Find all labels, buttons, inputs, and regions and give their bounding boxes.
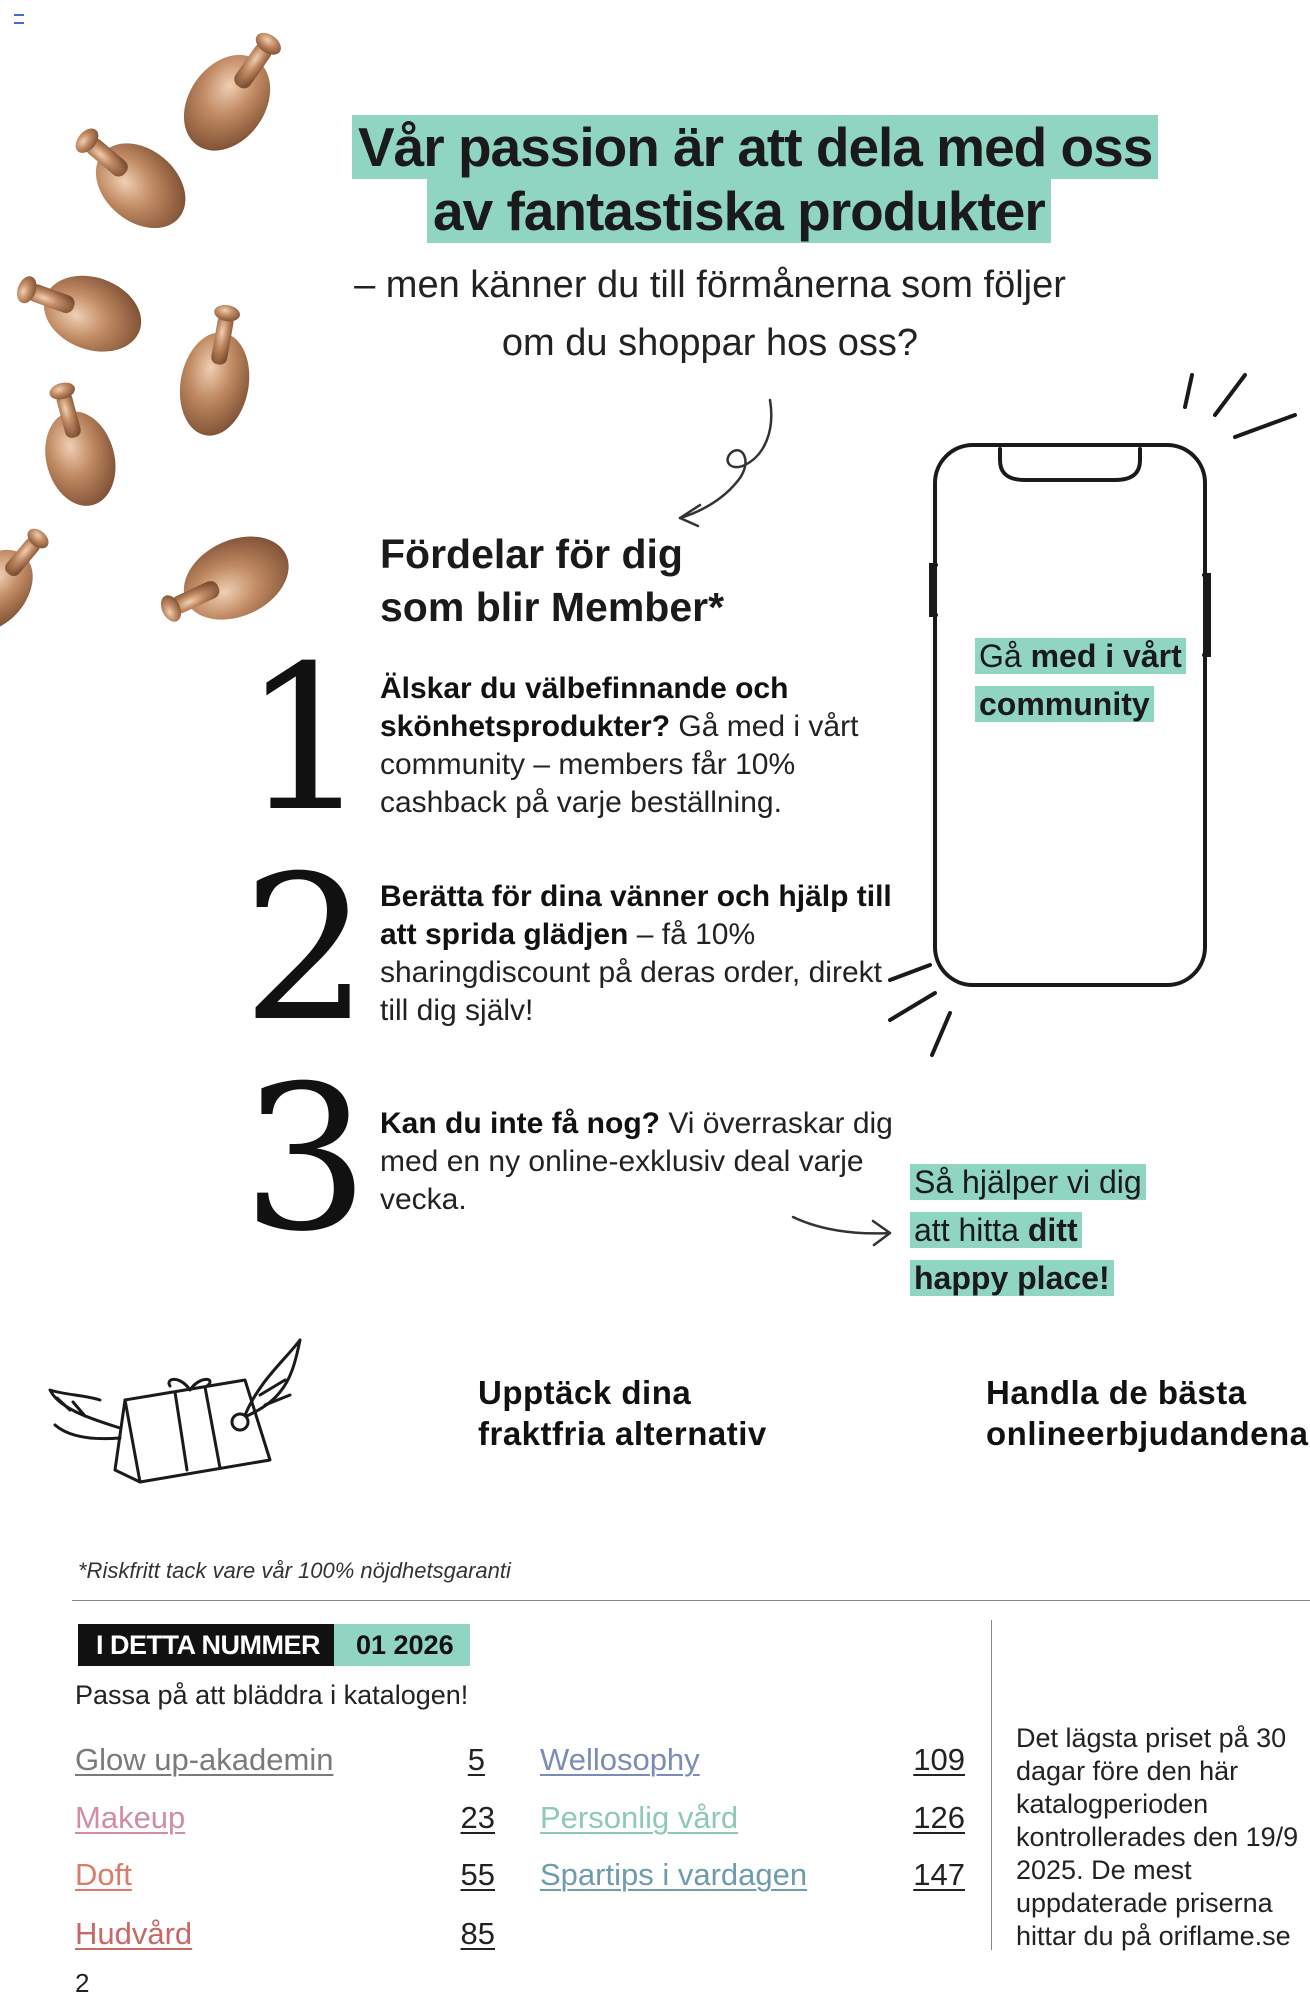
benefit-3-bold: Kan du inte få nog? — [380, 1107, 660, 1140]
phone-callout — [975, 636, 1215, 732]
benefits-title-line-1: Fördelar för dig — [380, 531, 683, 577]
phone-callout-part1: Gå — [979, 638, 1031, 674]
toc-link-wellosophy[interactable]: Wellosophy — [540, 1742, 700, 1777]
happy-callout-bold: ditt happy place! — [914, 1212, 1110, 1296]
toc-link-doft[interactable]: Doft — [75, 1857, 132, 1892]
feature-free-shipping-line-1: Upptäck dina — [478, 1374, 692, 1411]
toc-page-personlig-vard[interactable]: 126 — [913, 1800, 965, 1835]
footnote: *Riskfritt tack vare vår 100% nöjdhetsgaranti — [78, 1558, 511, 1583]
swirl-arrow-icon — [660, 390, 790, 530]
toc-link-makeup[interactable]: Makeup — [75, 1800, 186, 1835]
phone-callout-text — [975, 638, 1186, 722]
toc-link-hudvard[interactable]: Hudvård — [75, 1916, 193, 1951]
feature-free-shipping-line-2: fraktfria alternativ — [478, 1415, 767, 1452]
subheadline-line-1: – men känner du till förmånerna som följer — [354, 264, 1066, 306]
toc-link-personlig-vard[interactable]: Personlig vård — [540, 1800, 739, 1835]
benefit-3-text: Vi överraskar dig med en ny online-exklusiv deal varje vecka. — [380, 1107, 893, 1216]
divider-horizontal — [72, 1600, 1310, 1601]
toc-page-glow-up[interactable]: 5 — [467, 1742, 485, 1777]
feature-online-deals-line-1: Handla de bästa — [986, 1374, 1247, 1411]
benefit-3 — [380, 1105, 900, 1219]
toc-page-spartips[interactable]: 147 — [913, 1857, 965, 1892]
benefit-2-text: – få 10% sharingdiscount på deras order, direkt till dig själv! — [380, 918, 882, 1027]
toc-page-hudvard[interactable]: 85 — [460, 1916, 495, 1951]
toc-page-doft[interactable]: 55 — [460, 1857, 495, 1892]
feature-online-deals — [986, 1372, 1309, 1454]
toc-link-spartips[interactable]: Spartips i vardagen — [540, 1857, 808, 1892]
issue-label: I DETTA NUMMER — [78, 1624, 334, 1666]
benefit-number-3: 3 — [242, 1043, 370, 1276]
toc-page-wellosophy[interactable]: 109 — [913, 1742, 965, 1777]
benefit-number-2: 2 — [242, 833, 370, 1066]
benefits-title — [380, 528, 724, 634]
benefit-1-text: Gå med i vårt community – members får 10% cashback på varje beställning. — [380, 710, 859, 819]
subheadline-line-2: om du shoppar hos oss? — [501, 322, 919, 364]
arrow-right-icon — [790, 1205, 900, 1255]
feature-free-shipping — [478, 1372, 767, 1454]
happy-callout-text — [910, 1164, 1146, 1296]
page-number: 2 — [75, 1968, 90, 1998]
subheadline — [330, 256, 1090, 372]
issue-number: 01 2026 — [334, 1624, 470, 1666]
benefits-title-line-2: som blir Member* — [380, 584, 725, 630]
phone-callout-bold: med i vårt community — [979, 638, 1182, 722]
toc-page-makeup[interactable]: 23 — [460, 1800, 495, 1835]
feature-online-deals-line-2: onlineerbjudandena — [986, 1415, 1309, 1452]
happy-callout-part1: Så hjälper vi dig att hitta — [914, 1164, 1142, 1248]
price-note: Det lägsta priset på 30 dagar före den här katalogperioden kontrollerades den 19/9 2025. De mest uppdaterade priserna hittar du på oriflame.se — [1016, 1723, 1299, 1951]
flying-gift-icon — [45, 1320, 310, 1495]
benefit-number-1: 1 — [242, 623, 370, 856]
benefit-2 — [380, 878, 900, 1030]
benefit-1 — [380, 670, 900, 822]
capsules-illustration — [0, 0, 360, 680]
happy-callout — [910, 1162, 1170, 1306]
issue-tag — [78, 1624, 470, 1666]
divider-vertical — [991, 1620, 992, 1950]
headline-line-1: Vår passion är att dela med oss — [352, 115, 1158, 179]
headline-line-2: av fantastiska produkter — [427, 179, 1051, 243]
benefit-2-bold: Berätta för dina vänner och hjälp till att sprida glädjen — [380, 880, 892, 951]
toc-link-glow-up[interactable]: Glow up-akademin — [75, 1742, 334, 1777]
issue-note: Passa på att bläddra i katalogen! — [75, 1680, 469, 1710]
benefit-1-bold: Älskar du välbefinnande och skönhetsprodukter? — [380, 672, 789, 743]
